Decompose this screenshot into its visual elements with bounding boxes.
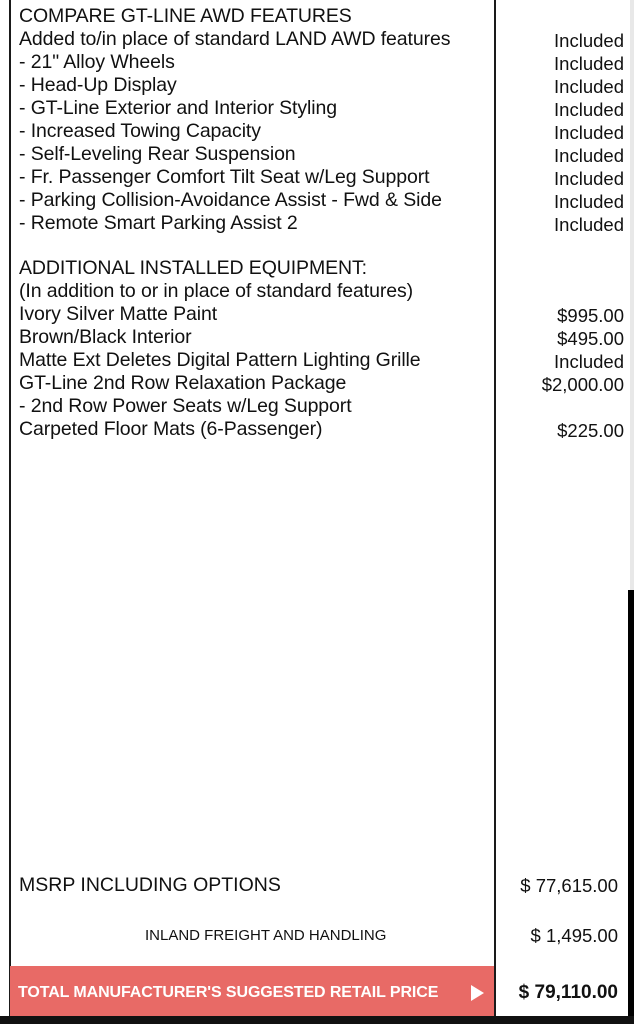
feature-row-text: - GT-Line Exterior and Interior Styling <box>19 97 337 119</box>
feature-row-text: - 21" Alloy Wheels <box>19 51 175 73</box>
column-divider <box>494 0 496 1024</box>
right-edge-strip <box>630 0 634 590</box>
feature-row-text: - Parking Collision-Avoidance Assist - Fwd & Side <box>19 189 442 211</box>
feature-row-text: Added to/in place of standard LAND AWD features <box>19 28 451 50</box>
feature-row-value: Included <box>554 99 624 120</box>
equipment-row-text: Ivory Silver Matte Paint <box>19 303 218 325</box>
bottom-edge-bar <box>0 1016 634 1024</box>
equipment-row-text: - 2nd Row Power Seats w/Leg Support <box>19 395 352 417</box>
equipment-row-text: Matte Ext Deletes Digital Pattern Lighting Grille <box>19 349 421 371</box>
equipment-row-value: $495.00 <box>557 328 624 349</box>
features-title: COMPARE GT-LINE AWD FEATURES <box>19 5 352 27</box>
feature-row-text: - Self-Leveling Rear Suspension <box>19 143 296 165</box>
total-value: $ 79,110.00 <box>518 982 618 1003</box>
equipment-row-value: $2,000.00 <box>541 374 624 395</box>
right-edge-shadow <box>628 590 634 1024</box>
msrp-value: $ 77,615.00 <box>520 875 618 896</box>
feature-row-value: Included <box>554 191 624 212</box>
feature-row-value: Included <box>554 214 624 235</box>
feature-row-value: Included <box>554 168 624 189</box>
equipment-row-value: Included <box>554 351 624 372</box>
feature-row-value: Included <box>554 122 624 143</box>
equipment-title: ADDITIONAL INSTALLED EQUIPMENT: <box>19 257 367 279</box>
feature-row-text: - Head-Up Display <box>19 74 177 96</box>
left-border-line <box>9 0 11 1024</box>
feature-row-text: - Increased Towing Capacity <box>19 120 261 142</box>
msrp-label: MSRP INCLUDING OPTIONS <box>19 874 281 896</box>
total-label: TOTAL MANUFACTURER'S SUGGESTED RETAIL PRICE <box>18 984 439 1001</box>
equipment-row-text: GT-Line 2nd Row Relaxation Package <box>19 372 347 394</box>
play-arrow-icon <box>471 985 484 1001</box>
feature-row-text: - Fr. Passenger Comfort Tilt Seat w/Leg Support <box>19 166 430 188</box>
freight-value: $ 1,495.00 <box>530 925 618 946</box>
feature-row-value: Included <box>554 145 624 166</box>
feature-row-value: Included <box>554 53 624 74</box>
equipment-row-value: $995.00 <box>557 305 624 326</box>
equipment-row-text: Brown/Black Interior <box>19 326 192 348</box>
feature-row-text: - Remote Smart Parking Assist 2 <box>19 212 298 234</box>
freight-label: INLAND FREIGHT AND HANDLING <box>145 927 387 944</box>
equipment-row-value: $225.00 <box>557 420 624 441</box>
equipment-subtitle: (In addition to or in place of standard features) <box>19 280 414 302</box>
feature-row-value: Included <box>554 30 624 51</box>
equipment-row-text: Carpeted Floor Mats (6-Passenger) <box>19 418 323 440</box>
feature-row-value: Included <box>554 76 624 97</box>
